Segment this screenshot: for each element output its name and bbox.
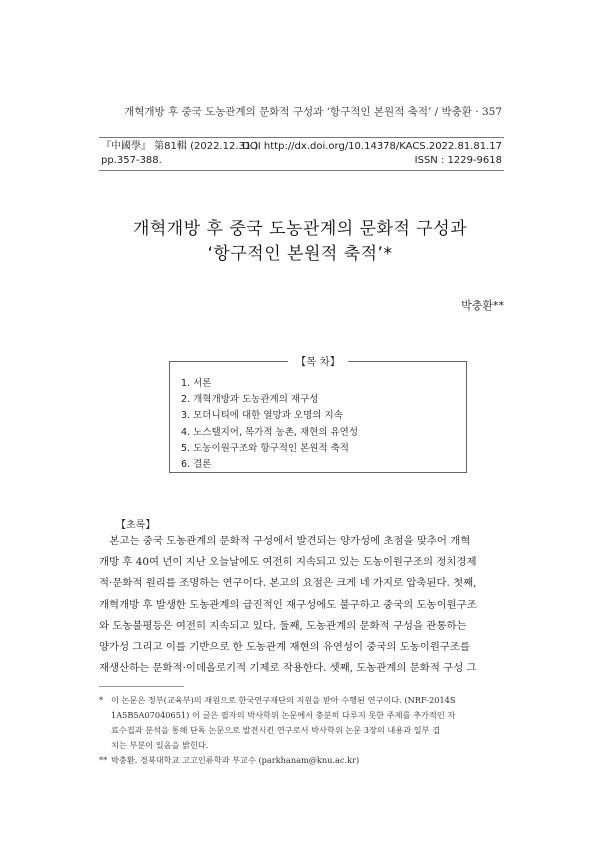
author-name: 박충환**	[461, 299, 504, 312]
footnote-line: 이 논문은 정부(교육부)의 재원으로 한국연구재단의 지원을 받아 수행된 연구이다. (NRF-2014S	[111, 695, 456, 705]
paper-title-line-2: ‘항구적인 본원적 축적’*	[207, 244, 393, 264]
abstract-line: 개방 후 40여 년이 지난 오늘날에도 여전히 지속되고 있는 도농이원구조의 정치경제	[99, 556, 477, 569]
abstract-line: 양가성 그리고 이를 기반으로 한 도농관계 재현의 유연성이 중국의 도농이원구조를	[99, 640, 470, 653]
footnote-line: 치는 부분이 있음을 밝힌다.	[111, 740, 209, 750]
table-of-contents	[169, 356, 467, 473]
abstract-line: 개혁개방 후 발생한 도농관계의 급진적인 재구성에도 불구하고 중국의 도농이원구조	[99, 598, 477, 611]
footnote-line: 1A5B5A07040651) 이 글은 필자의 박사학위 논문에서 충분히 다루지 못한 주제를 추가적인 자	[111, 710, 456, 720]
publication-info	[99, 137, 504, 171]
abstract-line: 본고는 중국 도농관계의 문화적 구성에서 발견되는 양가성에 초점을 맞추어 개혁	[99, 535, 471, 547]
abstract-label: 【초록】	[116, 520, 156, 531]
page-range: pp.357-388.	[101, 155, 162, 166]
footnote-funding	[99, 693, 504, 753]
footnote-author	[99, 753, 504, 768]
footnote-mark: *	[99, 695, 104, 705]
footnote-line: 료수집과 분석을 통해 단독 논문으로 발전시킨 연구로서 박사학위 논문 3장의 내용과 일부 겹	[111, 725, 441, 735]
toc-item: 2. 개혁개방과 도농관계의 재구성	[181, 394, 319, 406]
toc-item: 1. 서론	[181, 378, 212, 389]
toc-item: 3. 모더니티에 대한 열망과 오명의 지속	[181, 410, 343, 422]
footnote-line: 박충환. 경북대학교 고고인류학과 부교수 (parkhanam@knu.ac.kr)	[111, 755, 360, 765]
footnotes	[99, 693, 504, 768]
footnote-divider	[99, 686, 184, 687]
journal-issue: 『中國學』 第81輯 (2022.12.31.)	[101, 141, 259, 152]
issn: ISSN : 1229-9618	[414, 155, 502, 166]
abstract-line: 재생산하는 문화적·이데올로기적 기제로 작용한다. 셋째, 도농관계의 문화적 구성 그	[99, 662, 477, 675]
toc-list	[181, 376, 358, 473]
running-head: 개혁개방 후 중국 도농관계의 문화적 구성과 ‘항구적인 본원적 축적’ / 박충환 · 357	[124, 106, 502, 118]
abstract-line: 적·문화적 원리를 조명하는 연구이다. 본고의 요점은 크게 네 가지로 압축된다. 첫째,	[99, 577, 477, 590]
footnote-mark: **	[99, 755, 108, 765]
doi-link[interactable]: DOI http://dx.doi.org/10.14378/KACS.2022.81.81.17	[242, 141, 502, 152]
toc-item: 4. 노스탤지어, 목가적 농촌, 재현의 유연성	[181, 426, 359, 438]
abstract-line: 와 도농불평등은 여전히 지속되고 있다. 둘째, 도농관계의 문화적 구성을 관통하는	[99, 619, 467, 632]
paper-title-line-1: 개혁개방 후 중국 도농관계의 문화적 구성과	[132, 219, 468, 239]
toc-heading: 【목 차】	[170, 354, 466, 369]
abstract-body	[99, 531, 504, 679]
toc-item: 5. 도농이원구조와 항구적인 본원적 축적	[181, 442, 349, 454]
toc-item: 6. 결론	[181, 459, 212, 471]
